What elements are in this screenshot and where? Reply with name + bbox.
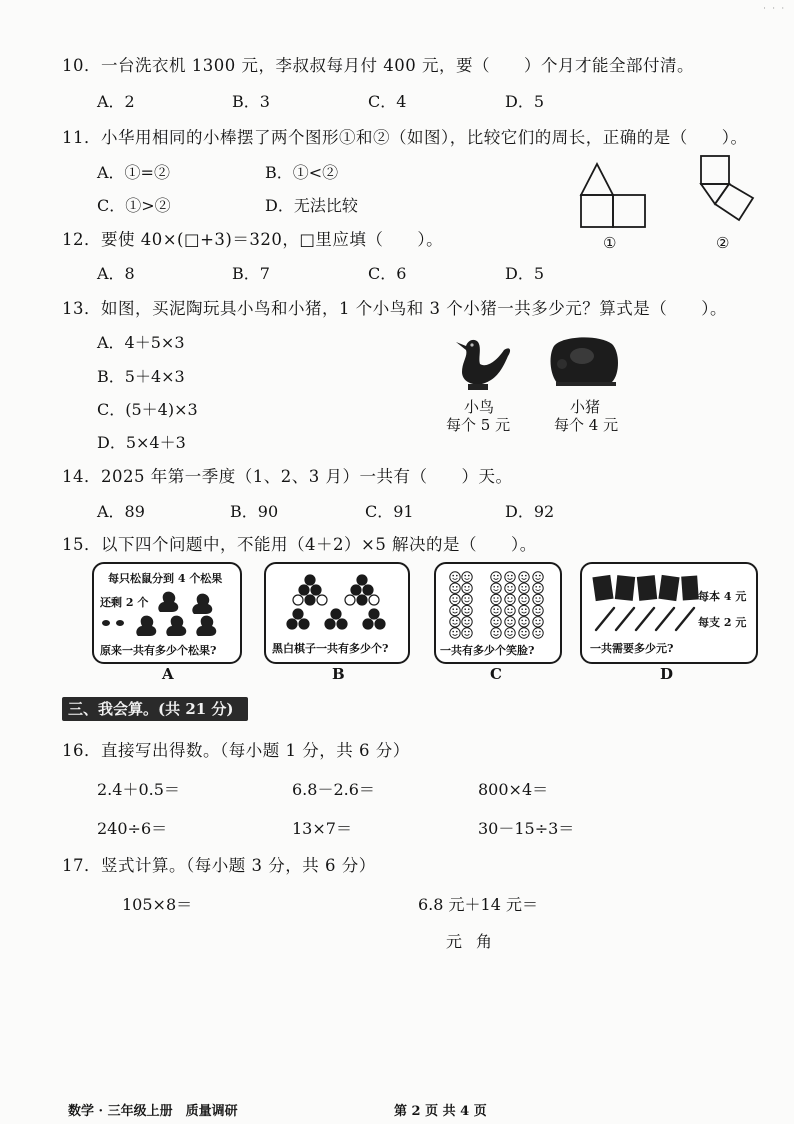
smiley-face-icon (491, 605, 501, 615)
q12-option-b: B．7 (232, 264, 270, 283)
corner-mark: · · · (763, 4, 786, 13)
q11-option-d: D．无法比较 (265, 196, 358, 215)
q10-stem: 10．一台洗衣机 1300 元，李叔叔每月付 400 元，要（ ）个月才能全部付清。 (62, 56, 694, 75)
q11-stem: 11．小华用相同的小棒摆了两个图形①和②（如图），比较它们的周长，正确的是（ ）。 (62, 128, 748, 147)
smiley-face-icon (505, 594, 515, 604)
q15-panel-c (434, 562, 562, 664)
footer-subject: 数学 · 三年级上册 质量调研 (68, 1104, 238, 1119)
q14-option-b: B．90 (230, 502, 279, 521)
smiley-face-icon (519, 617, 529, 627)
q11-option-b: B．①<② (265, 163, 339, 182)
panel-a-question: 原来一共有多少个松果? (100, 644, 217, 657)
footer-page-number: 第 2 页 共 4 页 (394, 1104, 487, 1119)
panel-c-letter: C (490, 665, 502, 683)
smiley-face-icon (491, 572, 501, 582)
smiley-face-icon (533, 605, 543, 615)
smiley-face-icon (450, 594, 460, 604)
q16-item-2: 6.8－2.6＝ (292, 780, 375, 799)
q17-item-1: 105×8＝ (122, 895, 193, 914)
panel-d-letter: D (660, 665, 674, 683)
smiley-face-icon (519, 572, 529, 582)
q16-item-5: 13×7＝ (292, 819, 352, 838)
q10-option-c: C．4 (368, 92, 407, 111)
q13-stem: 13．如图，买泥陶玩具小鸟和小猪，1 个小鸟和 3 个小猪一共多少元？算式是（ ）。 (62, 299, 727, 318)
q17-item-2: 6.8 元＋14 元＝ (418, 895, 538, 914)
clay-pig-icon (548, 334, 622, 390)
smiley-face-icon (462, 628, 472, 638)
figure-2-shape (695, 152, 765, 234)
panel-a-line1: 每只松鼠分到 4 个松果 (108, 572, 223, 585)
smiley-face-icon (505, 617, 515, 627)
smiley-face-icon (505, 628, 515, 638)
chess-pieces-icon (276, 572, 398, 634)
smiley-face-icon (519, 594, 529, 604)
smiley-face-icon (450, 617, 460, 627)
q14-stem: 14．2025 年第一季度（1、2、3 月）一共有（ ）天。 (62, 467, 513, 486)
q11-option-c: C．①>② (97, 196, 171, 215)
smiley-face-icon (462, 605, 472, 615)
books-and-pens-icon (590, 570, 702, 634)
q16-stem: 16．直接写出得数。（每小题 1 分，共 6 分） (62, 741, 410, 760)
q13-option-b: B．5＋4×3 (97, 367, 185, 386)
smiley-face-icon (491, 617, 501, 627)
panel-d-price-book: 每本 4 元 (698, 590, 747, 603)
smiley-face-icon (462, 594, 472, 604)
q15-panel-a (92, 562, 242, 664)
squirrels-and-pinecones-icon (100, 588, 234, 638)
q14-option-d: D．92 (505, 502, 555, 521)
q16-item-3: 800×4＝ (478, 780, 549, 799)
q14-option-c: C．91 (365, 502, 414, 521)
q10-option-b: B．3 (232, 92, 270, 111)
panel-c-question: 一共有多少个笑脸? (440, 644, 535, 657)
smiley-face-icon (450, 605, 460, 615)
q13-option-c: C．(5＋4)×3 (97, 400, 198, 419)
pig-price: 每个 4 元 (554, 416, 619, 434)
pig-name: 小猪 (570, 398, 601, 416)
q15-stem: 15．以下四个问题中，不能用（4＋2）×5 解决的是（ ）。 (62, 535, 537, 554)
figure-1-house-shape (575, 160, 655, 232)
q11-option-a: A．①=② (97, 163, 170, 182)
q10-option-a: A．2 (97, 92, 135, 111)
panel-a-line2: 还剩 2 个 (100, 596, 149, 609)
q12-option-a: A．8 (97, 264, 135, 283)
panel-b-question: 黑白棋子一共有多少个? (272, 642, 389, 655)
smiley-face-icon (533, 583, 543, 593)
panel-b-letter: B (332, 665, 345, 683)
q15-panel-b (264, 562, 410, 664)
smiley-face-icon (462, 617, 472, 627)
smiley-face-icon (450, 583, 460, 593)
panel-a-letter: A (162, 665, 174, 683)
q16-item-1: 2.4＋0.5＝ (97, 780, 180, 799)
smiley-face-icon (519, 605, 529, 615)
smiley-face-icon (519, 628, 529, 638)
smiley-face-icon (533, 572, 543, 582)
smiley-face-icon (491, 628, 501, 638)
q12-stem: 12．要使 40×(□+3)＝320，□里应填（ ）。 (62, 230, 444, 249)
q10-option-d: D．5 (505, 92, 545, 111)
q13-option-d: D．5×4＋3 (97, 433, 186, 452)
smiley-face-icon (519, 583, 529, 593)
smiley-face-icon (505, 583, 515, 593)
q16-item-6: 30－15÷3＝ (478, 819, 575, 838)
smiley-face-icon (462, 583, 472, 593)
smiley-face-icon (450, 572, 460, 582)
q17-unit-jiao: 角 (476, 932, 493, 951)
smiley-face-icon (505, 605, 515, 615)
figure-2-label: ② (716, 234, 730, 252)
smiley-face-icon (450, 628, 460, 638)
smiley-face-icon (505, 572, 515, 582)
q12-option-c: C．6 (368, 264, 407, 283)
q12-option-d: D．5 (505, 264, 545, 283)
clay-bird-icon (452, 336, 514, 392)
section-3-banner: 三、我会算。(共 21 分) (62, 697, 248, 721)
smiley-face-icon (491, 594, 501, 604)
smiley-face-icon (491, 583, 501, 593)
smiley-face-icon (533, 617, 543, 627)
smiley-face-icon (533, 628, 543, 638)
bird-price: 每个 5 元 (446, 416, 511, 434)
q14-option-a: A．89 (97, 502, 145, 521)
smiley-face-icon (533, 594, 543, 604)
q13-option-a: A．4＋5×3 (97, 333, 185, 352)
smiley-faces-icon (448, 570, 552, 640)
panel-d-price-pen: 每支 2 元 (698, 616, 747, 629)
panel-d-question: 一共需要多少元? (590, 642, 674, 655)
smiley-face-icon (462, 572, 472, 582)
q15-panel-d (580, 562, 758, 664)
q16-item-4: 240÷6＝ (97, 819, 168, 838)
q17-unit-yuan: 元 (446, 932, 463, 951)
bird-name: 小鸟 (464, 398, 495, 416)
figure-1-label: ① (603, 234, 617, 252)
q17-stem: 17．竖式计算。（每小题 3 分，共 6 分） (62, 856, 376, 875)
